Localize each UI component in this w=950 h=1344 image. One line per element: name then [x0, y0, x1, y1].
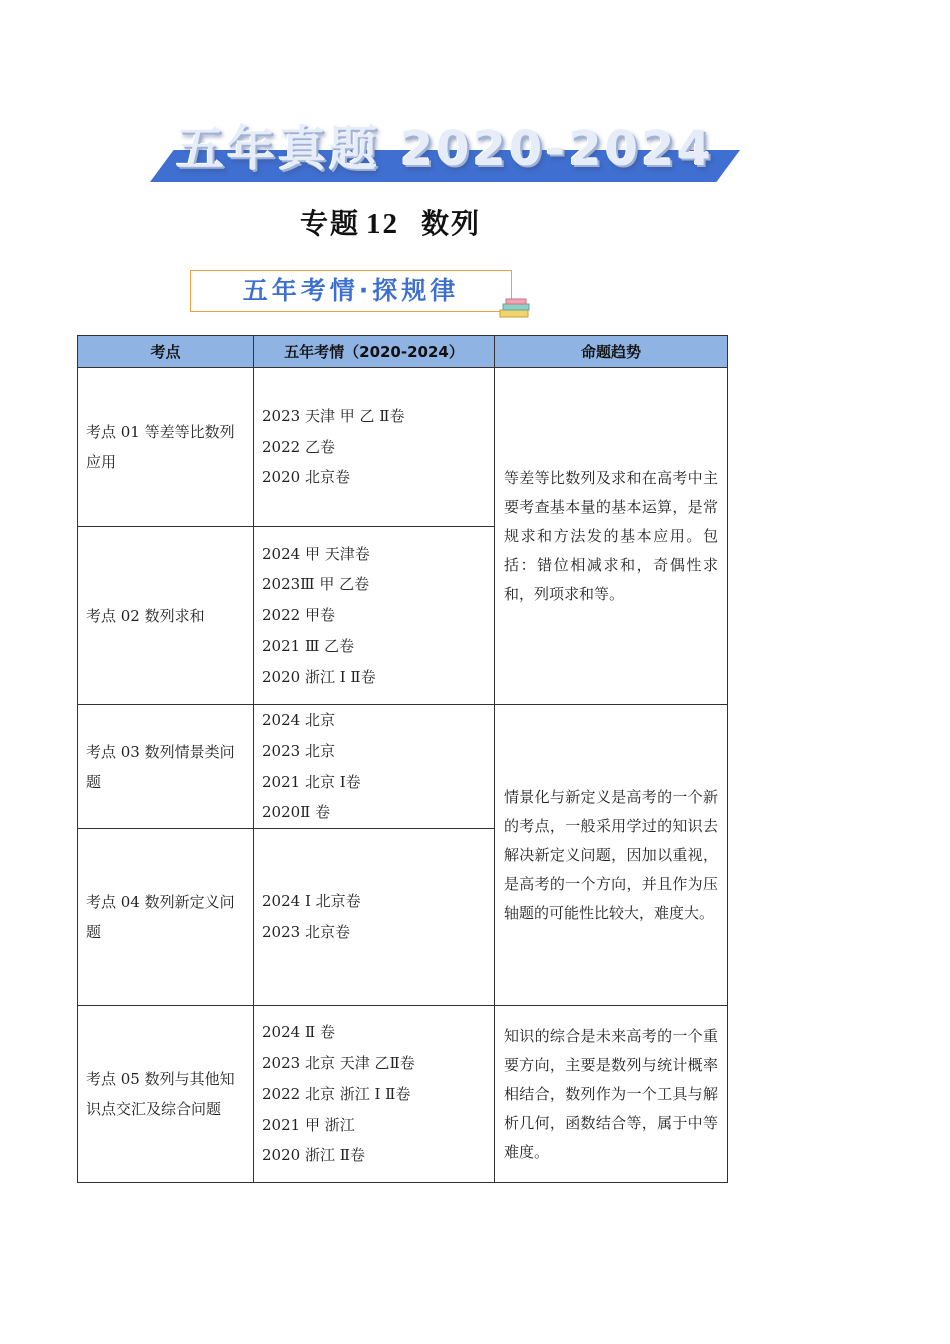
books-icon — [498, 296, 532, 320]
year-entry: 2020 北京卷 — [262, 468, 350, 487]
subtitle-prefix: 专题 — [300, 207, 361, 240]
banner-title: 五年真题 2020-2024 — [176, 121, 714, 177]
year-entry: 2020 浙江 Ⅱ卷 — [262, 1146, 365, 1165]
header-trend: 命题趋势 — [495, 336, 728, 368]
subtitle-topic: 数列 — [421, 207, 482, 240]
point-cell: 考点 04 数列新定义问题 — [78, 829, 254, 1006]
year-entry: 2022 北京 浙江 Ⅰ Ⅱ卷 — [262, 1084, 411, 1103]
year-entry: 2024 Ⅱ 卷 — [262, 1023, 335, 1042]
year-entry: 2023Ⅲ 甲 乙卷 — [262, 575, 370, 594]
years-cell — [254, 368, 495, 527]
table-row — [78, 705, 728, 829]
year-entry: 2022 甲卷 — [262, 606, 335, 625]
title-banner — [150, 118, 740, 184]
table-row — [78, 368, 728, 527]
trend-cell: 等差等比数列及求和在高考中主要考查基本量的基本运算，是常规求和方法发的基本应用。包括：错位相减求和，奇偶性求和，列项求和等。 — [495, 368, 728, 705]
page-subtitle — [300, 202, 481, 242]
header-point: 考点 — [78, 336, 254, 368]
year-entry: 2024 甲 天津卷 — [262, 544, 370, 563]
point-cell: 考点 03 数列情景类问题 — [78, 705, 254, 829]
table-row — [78, 1006, 728, 1183]
years-cell — [254, 527, 495, 705]
year-entry: 2020Ⅱ 卷 — [262, 803, 331, 822]
trend-cell: 知识的综合是未来高考的一个重要方向，主要是数列与统计概率相结合，数列作为一个工具与解析几何，函数结合等，属于中等难度。 — [495, 1006, 728, 1183]
years-cell — [254, 705, 495, 829]
year-entry: 2023 北京 天津 乙Ⅱ卷 — [262, 1053, 415, 1072]
header-years: 五年考情（2020-2024） — [254, 336, 495, 368]
trend-cell: 情景化与新定义是高考的一个新的考点，一般采用学过的知识去解决新定义问题，因加以重视，是高考的一个方向，并且作为压轴题的可能性比较大，难度大。 — [495, 705, 728, 1006]
year-entry: 2020 浙江 Ⅰ Ⅱ卷 — [262, 667, 376, 686]
table-header-row — [78, 336, 728, 368]
year-entry: 2023 天津 甲 乙 Ⅱ卷 — [262, 406, 405, 425]
section-label: 五年考情·探规律 — [190, 270, 512, 312]
point-cell: 考点 02 数列求和 — [78, 527, 254, 705]
point-cell: 考点 01 等差等比数列应用 — [78, 368, 254, 527]
year-entry: 2021 Ⅲ 乙卷 — [262, 636, 355, 655]
year-entry: 2023 北京卷 — [262, 923, 350, 942]
year-entry: 2023 北京 — [262, 741, 335, 760]
years-cell — [254, 1006, 495, 1183]
year-entry: 2024 北京 — [262, 711, 335, 729]
year-entry: 2022 乙卷 — [262, 437, 335, 456]
subtitle-number: 12 — [366, 208, 400, 240]
years-cell — [254, 829, 495, 1006]
point-cell: 考点 05 数列与其他知识点交汇及综合问题 — [78, 1006, 254, 1183]
year-entry: 2021 北京 Ⅰ卷 — [262, 772, 361, 791]
year-entry: 2024 Ⅰ 北京卷 — [262, 892, 361, 911]
exam-analysis-table — [77, 335, 728, 1183]
year-entry: 2021 甲 浙江 — [262, 1115, 355, 1134]
